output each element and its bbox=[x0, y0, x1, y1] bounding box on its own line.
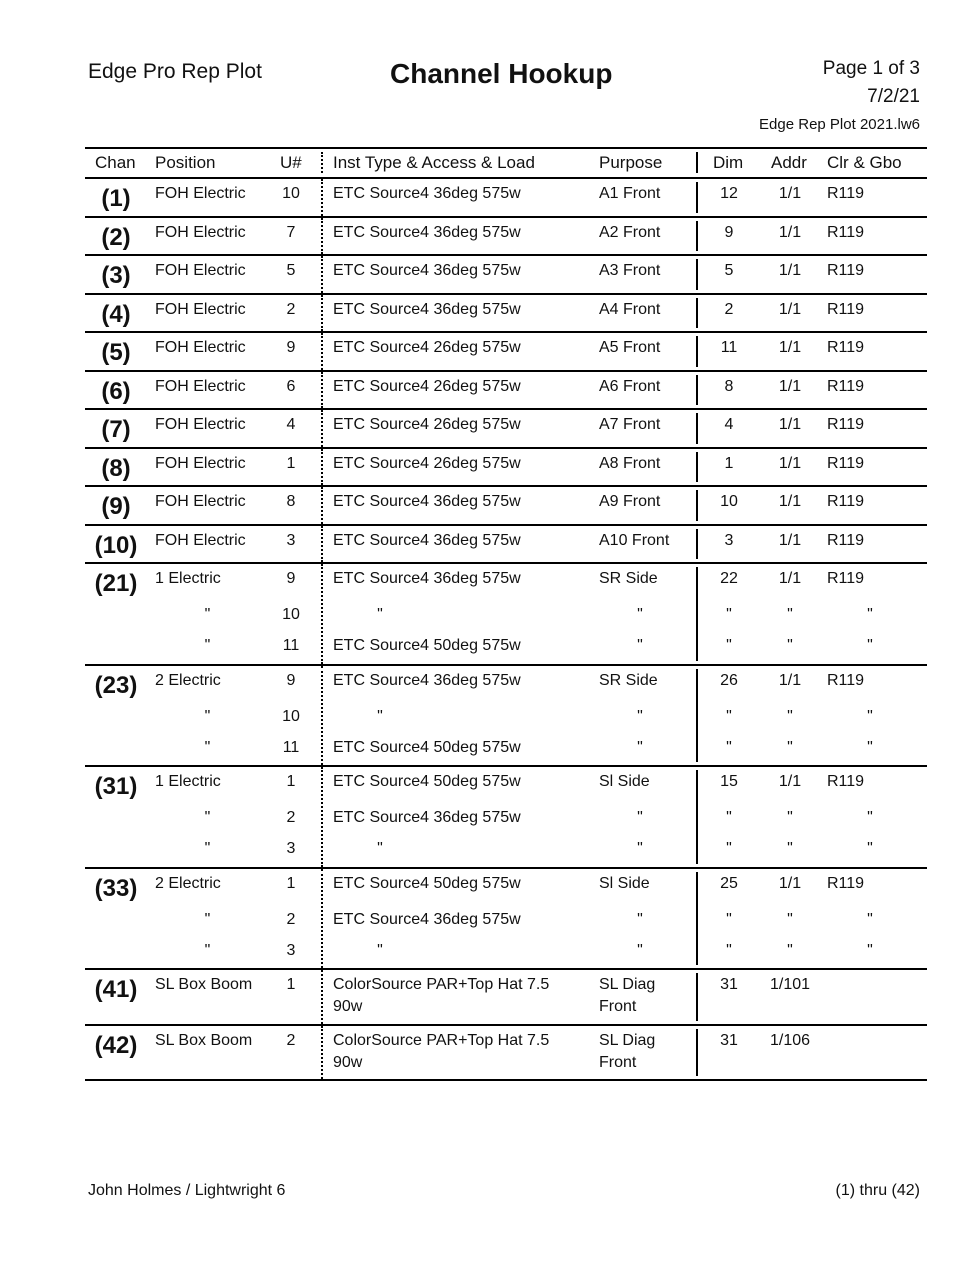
address-cell: 1/1 bbox=[778, 454, 802, 472]
dimmer-cell: " bbox=[726, 707, 732, 725]
color-cell: R119 bbox=[827, 874, 865, 892]
solid-divider bbox=[696, 413, 698, 444]
solid-divider bbox=[696, 375, 698, 406]
solid-divider bbox=[696, 872, 698, 966]
unit-cell: 2 bbox=[286, 300, 296, 318]
solid-divider bbox=[696, 452, 698, 483]
instrument-cell: ETC Source4 36deg 575w bbox=[333, 671, 521, 689]
position-cell: " bbox=[204, 606, 211, 623]
dimmer-cell: 25 bbox=[720, 874, 738, 892]
address-cell: 1/101 bbox=[769, 976, 811, 993]
instrument-cell: ETC Source4 36deg 575w bbox=[333, 300, 521, 318]
dimmer-cell: " bbox=[726, 910, 732, 928]
dimmer-cell: 12 bbox=[720, 185, 738, 202]
color-cell: R119 bbox=[827, 223, 865, 241]
purpose-cell: A5 Front bbox=[599, 339, 661, 356]
address-cell: 1/106 bbox=[769, 1031, 811, 1049]
solid-divider bbox=[696, 1029, 698, 1077]
address-cell: " bbox=[787, 637, 793, 654]
col-unit: U# bbox=[280, 153, 302, 172]
dimmer-cell: " bbox=[726, 738, 732, 756]
unit-cell: 4 bbox=[286, 416, 296, 433]
table-body bbox=[85, 179, 927, 1081]
position-cell: FOH Electric bbox=[155, 416, 246, 433]
instrument-cell: ETC Source4 36deg 575w bbox=[333, 809, 521, 826]
dimmer-cell: 3 bbox=[724, 531, 734, 549]
unit-cell: 1 bbox=[286, 454, 296, 472]
address-cell: 1/1 bbox=[778, 377, 802, 395]
color-cell: " bbox=[867, 738, 873, 756]
unit-cell: 11 bbox=[282, 637, 300, 654]
color-cell: R119 bbox=[827, 671, 865, 689]
instrument-cell: ETC Source4 36deg 575w bbox=[333, 910, 521, 928]
dashed-divider bbox=[321, 564, 323, 664]
color-cell: R119 bbox=[827, 454, 865, 472]
instrument-cell: ETC Source4 50deg 575w bbox=[333, 738, 521, 756]
dashed-divider bbox=[321, 869, 323, 969]
address-cell: " bbox=[787, 809, 793, 826]
position-cell: SL Box Boom bbox=[155, 1031, 253, 1049]
instrument-cell: ETC Source4 36deg 575w bbox=[333, 185, 521, 202]
address-cell: " bbox=[787, 707, 793, 725]
instrument-cell: ETC Source4 36deg 575w bbox=[333, 223, 521, 241]
position-cell: 1 Electric bbox=[155, 570, 221, 587]
purpose-cell: " bbox=[637, 910, 643, 928]
unit-cell: 2 bbox=[286, 809, 296, 826]
channel-number: (3) bbox=[101, 262, 131, 289]
dashed-divider bbox=[321, 295, 323, 332]
position-cell: FOH Electric bbox=[155, 339, 246, 356]
channel-number: (42) bbox=[94, 1031, 138, 1059]
dashed-divider bbox=[321, 666, 323, 766]
unit-cell: 3 bbox=[286, 840, 296, 857]
color-cell: " bbox=[867, 941, 873, 959]
address-cell: " bbox=[787, 941, 793, 959]
channel-number: (21) bbox=[94, 570, 138, 597]
dimmer-cell: 4 bbox=[724, 416, 734, 433]
unit-cell: 9 bbox=[286, 671, 296, 689]
unit-cell: 2 bbox=[286, 910, 296, 928]
instrument-cell: ETC Source4 50deg 575w bbox=[333, 874, 521, 892]
column-header-row bbox=[85, 147, 927, 179]
position-cell: " bbox=[204, 910, 211, 928]
channel-number: (6) bbox=[101, 377, 131, 405]
color-cell: " bbox=[867, 606, 873, 623]
header-right bbox=[759, 58, 920, 133]
position-cell: " bbox=[204, 809, 211, 826]
page-title: Channel Hookup bbox=[390, 58, 613, 89]
instrument-cell: " bbox=[377, 941, 383, 959]
purpose-cell: A9 Front bbox=[599, 493, 661, 510]
solid-divider bbox=[696, 529, 698, 560]
color-cell: R119 bbox=[827, 570, 865, 587]
unit-cell: 9 bbox=[286, 570, 296, 587]
solid-divider bbox=[696, 490, 698, 521]
solid-divider bbox=[696, 336, 698, 367]
channel-number: (33) bbox=[94, 874, 138, 902]
instrument-cell: ETC Source4 36deg 575w bbox=[333, 531, 521, 549]
purpose-cell: A1 Front bbox=[599, 185, 661, 202]
purpose-cell: " bbox=[637, 637, 643, 654]
purpose-cell: " bbox=[637, 738, 643, 756]
solid-divider bbox=[696, 669, 698, 763]
purpose-cell: SL Diag Front bbox=[599, 1031, 656, 1071]
unit-cell: 11 bbox=[282, 738, 300, 756]
date: 7/2/21 bbox=[867, 86, 920, 107]
address-cell: 1/1 bbox=[778, 300, 802, 318]
address-cell: 1/1 bbox=[778, 185, 802, 202]
purpose-cell: A10 Front bbox=[599, 531, 670, 549]
dimmer-cell: 8 bbox=[724, 377, 734, 395]
solid-divider bbox=[696, 567, 698, 661]
color-cell: R119 bbox=[827, 339, 865, 356]
table-row-group bbox=[85, 564, 927, 666]
dimmer-cell: 2 bbox=[724, 300, 734, 318]
col-dim: Dim bbox=[713, 153, 744, 172]
table-row-group bbox=[85, 869, 927, 971]
dashed-divider bbox=[321, 179, 323, 216]
col-chan: Chan bbox=[95, 153, 136, 172]
position-cell: " bbox=[204, 707, 211, 725]
position-cell: " bbox=[204, 637, 211, 654]
position-cell: FOH Electric bbox=[155, 493, 246, 510]
channel-number: (2) bbox=[101, 223, 131, 251]
address-cell: " bbox=[787, 840, 793, 857]
unit-cell: 5 bbox=[286, 262, 296, 279]
table-row bbox=[85, 526, 927, 565]
purpose-cell: A4 Front bbox=[599, 300, 661, 318]
dimmer-cell: " bbox=[726, 809, 732, 826]
position-cell: FOH Electric bbox=[155, 223, 246, 241]
color-cell: " bbox=[867, 707, 873, 725]
instrument-cell: ETC Source4 50deg 575w bbox=[333, 773, 521, 790]
dashed-divider bbox=[321, 449, 323, 486]
channel-number: (9) bbox=[101, 493, 131, 520]
file-name: Edge Rep Plot 2021.lw6 bbox=[759, 116, 920, 133]
color-cell: R119 bbox=[827, 262, 865, 279]
table-row bbox=[85, 410, 927, 449]
purpose-cell: " bbox=[637, 941, 643, 959]
dashed-divider bbox=[321, 256, 323, 293]
dashed-divider bbox=[321, 152, 323, 173]
purpose-cell: A2 Front bbox=[599, 223, 661, 241]
position-cell: " bbox=[204, 738, 211, 756]
address-cell: 1/1 bbox=[778, 223, 802, 241]
instrument-cell: ETC Source4 26deg 575w bbox=[333, 377, 521, 395]
dashed-divider bbox=[321, 767, 323, 867]
solid-divider bbox=[696, 221, 698, 252]
purpose-cell: " bbox=[637, 707, 643, 725]
purpose-cell: SR Side bbox=[599, 570, 658, 587]
unit-cell: 3 bbox=[286, 941, 296, 959]
purpose-cell: " bbox=[637, 606, 643, 623]
position-cell: 2 Electric bbox=[155, 874, 221, 892]
channel-number: (1) bbox=[101, 185, 131, 212]
header-left: Edge Pro Rep Plot bbox=[88, 60, 262, 83]
solid-divider bbox=[696, 298, 698, 329]
table-row bbox=[85, 449, 927, 488]
table-row bbox=[85, 333, 927, 372]
color-cell: R119 bbox=[827, 377, 865, 395]
purpose-cell: A3 Front bbox=[599, 262, 661, 279]
dimmer-cell: 1 bbox=[724, 454, 734, 472]
position-cell: FOH Electric bbox=[155, 531, 246, 549]
color-cell: R119 bbox=[827, 531, 865, 549]
address-cell: 1/1 bbox=[778, 671, 802, 689]
address-cell: 1/1 bbox=[778, 874, 802, 892]
position-cell: SL Box Boom bbox=[155, 976, 253, 993]
footer-left: John Holmes / Lightwright 6 bbox=[88, 1182, 286, 1199]
table-row-group bbox=[85, 767, 927, 869]
color-cell: " bbox=[867, 910, 873, 928]
dimmer-cell: " bbox=[726, 941, 732, 959]
dimmer-cell: 26 bbox=[720, 671, 738, 689]
dimmer-cell: 15 bbox=[720, 773, 738, 790]
unit-cell: 10 bbox=[282, 606, 300, 623]
instrument-cell: ETC Source4 26deg 575w bbox=[333, 416, 521, 433]
col-position: Position bbox=[155, 153, 216, 172]
table-row bbox=[85, 179, 927, 218]
purpose-cell: SR Side bbox=[599, 671, 658, 689]
purpose-cell: A7 Front bbox=[599, 416, 661, 433]
table-row bbox=[85, 970, 927, 1026]
purpose-cell: A8 Front bbox=[599, 454, 661, 472]
unit-cell: 2 bbox=[286, 1031, 296, 1049]
position-cell: FOH Electric bbox=[155, 454, 246, 472]
dimmer-cell: 22 bbox=[720, 570, 738, 587]
footer-right: (1) thru (42) bbox=[835, 1182, 920, 1199]
channel-number: (23) bbox=[94, 671, 138, 699]
color-cell: R119 bbox=[827, 493, 865, 510]
instrument-cell: " bbox=[377, 707, 383, 725]
position-cell: FOH Electric bbox=[155, 185, 246, 202]
table-row bbox=[85, 372, 927, 411]
unit-cell: 1 bbox=[286, 976, 296, 993]
channel-number: (31) bbox=[94, 773, 138, 800]
position-cell: " bbox=[204, 941, 211, 959]
solid-divider bbox=[696, 973, 698, 1021]
dimmer-cell: " bbox=[726, 840, 732, 857]
channel-number: (8) bbox=[101, 454, 131, 482]
address-cell: 1/1 bbox=[778, 262, 802, 279]
solid-divider bbox=[696, 259, 698, 290]
channel-number: (5) bbox=[101, 339, 131, 366]
unit-cell: 10 bbox=[282, 185, 300, 202]
channel-hookup-table bbox=[85, 147, 927, 1081]
table-row bbox=[85, 1026, 927, 1082]
dashed-divider bbox=[321, 970, 323, 1024]
position-cell: 2 Electric bbox=[155, 671, 221, 689]
dimmer-cell: " bbox=[726, 637, 732, 654]
color-cell: R119 bbox=[827, 300, 865, 318]
dashed-divider bbox=[321, 410, 323, 447]
col-addr: Addr bbox=[771, 153, 807, 172]
unit-cell: 8 bbox=[286, 493, 296, 510]
purpose-cell: Sl Side bbox=[599, 773, 650, 790]
table-row bbox=[85, 218, 927, 257]
unit-cell: 10 bbox=[282, 707, 300, 725]
unit-cell: 7 bbox=[286, 223, 296, 241]
address-cell: 1/1 bbox=[778, 339, 802, 356]
purpose-cell: " bbox=[637, 809, 643, 826]
solid-divider bbox=[696, 152, 698, 173]
dimmer-cell: 31 bbox=[720, 976, 738, 993]
dimmer-cell: 5 bbox=[724, 262, 734, 279]
address-cell: 1/1 bbox=[778, 493, 802, 510]
color-cell: " bbox=[867, 809, 873, 826]
address-cell: " bbox=[787, 910, 793, 928]
instrument-cell: ETC Source4 50deg 575w bbox=[333, 637, 521, 654]
position-cell: FOH Electric bbox=[155, 377, 246, 395]
instrument-cell: ETC Source4 36deg 575w bbox=[333, 262, 521, 279]
color-cell: R119 bbox=[827, 185, 865, 202]
purpose-cell: " bbox=[637, 840, 643, 857]
channel-number: (41) bbox=[94, 976, 138, 1003]
dimmer-cell: 11 bbox=[720, 339, 738, 356]
dimmer-cell: 10 bbox=[720, 493, 738, 510]
table-row-group bbox=[85, 666, 927, 768]
address-cell: 1/1 bbox=[778, 416, 802, 433]
channel-number: (4) bbox=[101, 300, 131, 328]
purpose-cell: SL Diag Front bbox=[599, 976, 656, 1015]
color-cell: " bbox=[867, 637, 873, 654]
position-cell: " bbox=[204, 840, 211, 857]
dashed-divider bbox=[321, 333, 323, 370]
instrument-cell: ETC Source4 36deg 575w bbox=[333, 493, 521, 510]
address-cell: 1/1 bbox=[778, 773, 802, 790]
position-cell: 1 Electric bbox=[155, 773, 221, 790]
color-cell: " bbox=[867, 840, 873, 857]
channel-number: (10) bbox=[94, 531, 138, 559]
col-purpose: Purpose bbox=[599, 153, 663, 172]
instrument-cell: ETC Source4 36deg 575w bbox=[333, 570, 521, 587]
dimmer-cell: 31 bbox=[720, 1031, 738, 1049]
col-inst: Inst Type & Access & Load bbox=[333, 153, 535, 172]
position-cell: FOH Electric bbox=[155, 262, 246, 279]
address-cell: 1/1 bbox=[778, 570, 802, 587]
address-cell: " bbox=[787, 738, 793, 756]
unit-cell: 6 bbox=[286, 377, 296, 395]
dashed-divider bbox=[321, 487, 323, 524]
address-cell: " bbox=[787, 606, 793, 623]
dimmer-cell: " bbox=[726, 606, 732, 623]
table-row bbox=[85, 256, 927, 295]
unit-cell: 1 bbox=[286, 874, 296, 892]
dashed-divider bbox=[321, 1026, 323, 1080]
instrument-cell: ETC Source4 26deg 575w bbox=[333, 339, 521, 356]
color-cell: R119 bbox=[827, 416, 865, 433]
table-row bbox=[85, 487, 927, 526]
dashed-divider bbox=[321, 526, 323, 563]
channel-number: (7) bbox=[101, 416, 131, 443]
solid-divider bbox=[696, 770, 698, 864]
position-cell: FOH Electric bbox=[155, 300, 246, 318]
unit-cell: 1 bbox=[286, 773, 296, 790]
unit-cell: 3 bbox=[286, 531, 296, 549]
dashed-divider bbox=[321, 218, 323, 255]
instrument-cell: ETC Source4 26deg 575w bbox=[333, 454, 521, 472]
solid-divider bbox=[696, 182, 698, 213]
instrument-cell: ColorSource PAR+Top Hat 7.5 90w bbox=[333, 1031, 550, 1071]
purpose-cell: A6 Front bbox=[599, 377, 661, 395]
instrument-cell: " bbox=[377, 840, 383, 857]
purpose-cell: Sl Side bbox=[599, 874, 650, 892]
instrument-cell: ColorSource PAR+Top Hat 7.5 90w bbox=[333, 976, 550, 1015]
dashed-divider bbox=[321, 372, 323, 409]
dimmer-cell: 9 bbox=[724, 223, 734, 241]
color-cell: R119 bbox=[827, 773, 865, 790]
table-row bbox=[85, 295, 927, 334]
instrument-cell: " bbox=[377, 606, 383, 623]
address-cell: 1/1 bbox=[778, 531, 802, 549]
page-number: Page 1 of 3 bbox=[822, 58, 920, 79]
unit-cell: 9 bbox=[286, 339, 296, 356]
col-color: Clr & Gbo bbox=[827, 153, 902, 172]
